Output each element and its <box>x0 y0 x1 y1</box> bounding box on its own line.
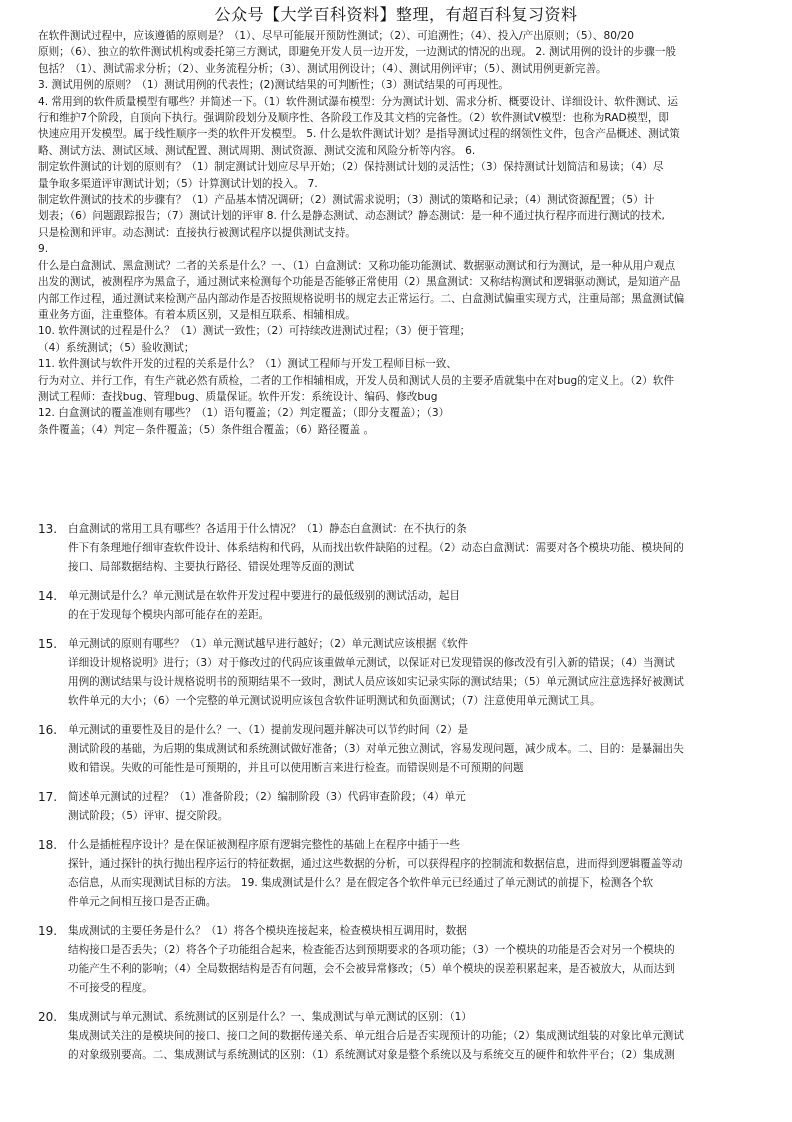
question-number: 14. <box>38 589 58 603</box>
lead-text-line: 量争取多渠道评审测试计划；（5）计算测试计划的投入。 7. <box>38 177 318 190</box>
question-number: 18. <box>38 838 58 852</box>
question-number: 20. <box>38 1010 58 1024</box>
question-body <box>68 587 760 625</box>
question-item <box>38 520 760 577</box>
question-number: 17. <box>38 790 58 804</box>
lead-text-line: 只是检测和评审。动态测试：直接执行被测试程序以提供测试支持。 <box>38 226 356 239</box>
lead-text-line: 内部工作过程，通过测试来检测产品内部动作是否按照规格说明书的规定去正常运行。二、白盒测试偏重实现方式，注重局部；黑盒测试偏 <box>38 292 685 305</box>
question-number: 13. <box>38 522 58 536</box>
question-text-line: 详细设计规格说明》进行；（3）对于修改过的代码应该重做单元测试，以保证对已发现错误的修改没有引入新的错误；（4）当测试 <box>68 657 675 669</box>
lead-text-line: 制定软件测试的技术的步骤有？（1）产品基本情况调研；（2）测试需求说明；（3）测试的策略和记录；（4）测试资源配置；（5）计 <box>38 194 655 207</box>
question-body <box>68 1008 760 1065</box>
question-number: 19. <box>38 924 58 938</box>
lead-text-line: 条件覆盖；（4）判定－条件覆盖；（5）条件组合覆盖；（6）路径覆盖 。 <box>38 423 375 436</box>
question-body <box>68 788 760 826</box>
question-text-line: 单元测试是什么？单元测试是在软件开发过程中要进行的最低级别的测试活动，起目 <box>68 590 460 602</box>
lead-text-line: 10. 软件测试的过程是什么？（1）测试一致性；（2）可持续改进测试过程；（3）便于管理； <box>38 325 471 338</box>
lead-text-line: 原则；（6）、独立的软件测试机构或委托第三方测试，即避免开发人员一边开发，一边测试的情况的出现。 2. 测试用例的设计的步骤一般 <box>38 46 677 59</box>
question-text-line: 集成测试的主要任务是什么？（1）将各个模块连接起来，检查模块相互调用时，数据 <box>68 925 467 937</box>
question-text-line: 软件单元的大小；（6）一个完整的单元测试说明应该包含软件证明测试和负面测试；（7）注意使用单元测试工具。 <box>68 695 601 707</box>
lead-text-line: 行为对立、并行工作，有生产就必然有质检，二者的工作相辅相成，开发人员和测试人员的主要矛盾就集中在对bug的定义上。（2）软件 <box>38 374 675 387</box>
lead-text-line: 略、测试方法、测试区域、测试配置、测试周期、测试资源、测试交流和风险分析等内容。 6. <box>38 144 476 157</box>
lead-text-line: 什么是白盒测试、黑盒测试？二者的关系是什么？一、（1）白盒测试：又称功能功能测试、数据驱动测试和行为测试，是一种从用户观点 <box>38 259 676 272</box>
question-text-line: 不可接受的程度。 <box>68 982 153 994</box>
question-text-line: 结构接口是否丢失；（2）将各个子功能组合起来，检查能否达到预期要求的各项功能；（3）一个模块的功能是否会对另一个模块的 <box>68 944 675 956</box>
question-number: 15. <box>38 637 58 651</box>
question-text-line: 件下有条理地仔细审查软件设计、体系结构和代码，从而找出软件缺陷的过程。（2）动态白盒测试：需要对各个模块功能、模块间的 <box>68 542 684 554</box>
question-text-line: 测试阶段；（5）评审、提交阶段。 <box>68 810 229 822</box>
question-text-line: 单元测试的原则有哪些？（1）单元测试越早进行越好；（2）单元测试应该根据《软件 <box>68 638 469 650</box>
lead-text-line: 制定软件测试的计划的原则有？（1）制定测试计划应尽早开始；（2）保持测试计划的灵活性；（3）保持测试计划简洁和易读；（4）尽 <box>38 161 664 174</box>
question-text-line: 的在于发现每个模块内部可能存在的差距。 <box>68 609 270 621</box>
question-text-line: 态信息，从而实现测试目标的方法。 19. 集成测试是什么？是在假定各个软件单元已经通过了单元测试的前提下，检测各个软 <box>68 877 654 889</box>
question-text-line: 单元测试的重要性及目的是什么？一、（1）提前发现问题并解决可以节约时间（2）是 <box>68 724 469 736</box>
question-text-line: 败和错误。失败的可能性是可预期的，并且可以使用断言来进行检查。而错误则是不可预期的问题 <box>68 762 524 774</box>
question-item <box>38 721 760 778</box>
question-body <box>68 721 760 778</box>
lead-text-line: 包括？（1）、测试需求分析；（2）、业务流程分析；（3）、测试用例设计；（4）、测试用例评审；（5）、测试用例更新完善。 <box>38 62 607 75</box>
question-text-line: 接口、局部数据结构、主要执行路径、错误处理等反面的测试 <box>68 561 355 573</box>
lead-text-block <box>38 28 760 438</box>
numbered-question-list <box>38 520 760 1075</box>
lead-text-line: 划表；（6）问题跟踪报告；（7）测试计划的评审 8. 什么是静态测试、动态测试？静态测试：是一种不通过执行程序而进行测试的技术, <box>38 210 665 223</box>
question-text-line: 件单元之间相互接口是否正确。 <box>68 896 217 908</box>
question-text-line: 功能产生不利的影响；（4）全局数据结构是否有问题，会不会被异常修改；（5）单个模块的误差积累起来，是否被放大，从而达到 <box>68 963 675 975</box>
lead-text-line: 行和维护7个阶段，自顶向下执行。强调阶段划分及顺序性、各阶段工作及其文档的完备性。（2）软件测试V模型：也称为RAD模型，即 <box>38 112 670 125</box>
lead-text-line: 11. 软件测试与软件开发的过程的关系是什么？（1）测试工程师与开发工程师目标一致、 <box>38 358 457 371</box>
lead-text-line: （4）系统测试；（5）验收测试； <box>38 341 195 354</box>
question-text-line: 什么是插桩程序设计？是在保证被测程序原有逻辑完整性的基础上在程序中插于一些 <box>68 839 460 851</box>
lead-text-line: 重业务方面，注重整体。有着本质区别，又是相互联系、相辅相成。 <box>38 308 356 321</box>
question-text-line: 简述单元测试的过程？（1）准备阶段；（2）编制阶段（3）代码审查阶段；（4）单元 <box>68 791 466 803</box>
page-header: 公众号【大学百科资料】整理，有超百科复习资料 <box>214 5 578 24</box>
question-text-line: 用例的测试结果与设计规格说明书的预期结果不一致时，测试人员应该如实记录实际的测试结果；（5）单元测试应注意选择好被测试 <box>68 676 684 688</box>
question-text-line: 测试阶段的基础，为后期的集成测试和系统测试做好准备；（3）对单元独立测试，容易发现问题，减少成本。二、目的：是暴漏出失 <box>68 743 684 755</box>
question-body <box>68 520 760 577</box>
lead-text-line: 测试工程师：查找bug、管理bug、质量保证。软件开发：系统设计、编码、修改bug <box>38 390 438 403</box>
question-text-line: 白盒测试的常用工具有哪些？各适用于什么情况？（1）静态白盒测试：在不执行的条 <box>68 523 467 535</box>
question-number: 16. <box>38 723 58 737</box>
question-item <box>38 788 760 826</box>
question-body <box>68 922 760 998</box>
question-text-line: 探针，通过探针的执行抛出程序运行的特征数据，通过这些数据的分析，可以获得程序的控制流和数据信息，进而得到逻辑覆盖等动 <box>68 858 683 870</box>
question-item <box>38 587 760 625</box>
question-text-line: 的对象级别要高。二、集成测试与系统测试的区别：（1）系统测试对象是整个系统以及与系统交互的硬件和软件平台；（2）集成测 <box>68 1049 675 1061</box>
question-text-line: 集成测试关注的是模块间的接口、接口之间的数据传递关系、单元组合后是否实现预计的功能；（2）集成测试组装的对象比单元测试 <box>68 1030 684 1042</box>
lead-text-line: 快速应用开发模型。属于线性顺序一类的软件开发模型。 5. 什么是软件测试计划？是指导测试过程的纲领性文件，包含产品概述、测试策 <box>38 128 680 141</box>
question-item <box>38 1008 760 1065</box>
lead-text-line: 出发的测试，被测程序为黑盒子，通过测试来检测每个功能是否能够正常使用（2）黑盒测试：又称结构测试和逻辑驱动测试，是知道产品 <box>38 276 681 289</box>
question-item <box>38 922 760 998</box>
lead-text-line: 4. 常用到的软件质量模型有哪些？并简述一下。（1）软件测试瀑布模型：分为测试计划、需求分析、概要设计、详细设计、软件测试、运 <box>38 95 678 108</box>
question-text-line: 集成测试与单元测试、系统测试的区别是什么？一、集成测试与单元测试的区别：（1） <box>68 1011 472 1023</box>
question-item <box>38 836 760 912</box>
lead-text-line: 9. <box>38 243 49 256</box>
lead-text-line: 12. 白盒测试的覆盖准则有哪些？（1）语句覆盖；（2）判定覆盖；（即分支覆盖）；（3） <box>38 407 450 420</box>
question-body <box>68 836 760 912</box>
lead-text-line: 3. 测试用例的原则？（1）测试用例的代表性；(2)测试结果的可判断性；（3）测试结果的可再现性。 <box>38 79 510 92</box>
lead-text-line: 在软件测试过程中，应该遵循的原则是？（1）、尽早可能展开预防性测试；（2）、可追溯性；（4）、投入/产出原则；（5）、80/20 <box>38 30 635 42</box>
question-body <box>68 635 760 711</box>
question-item <box>38 635 760 711</box>
